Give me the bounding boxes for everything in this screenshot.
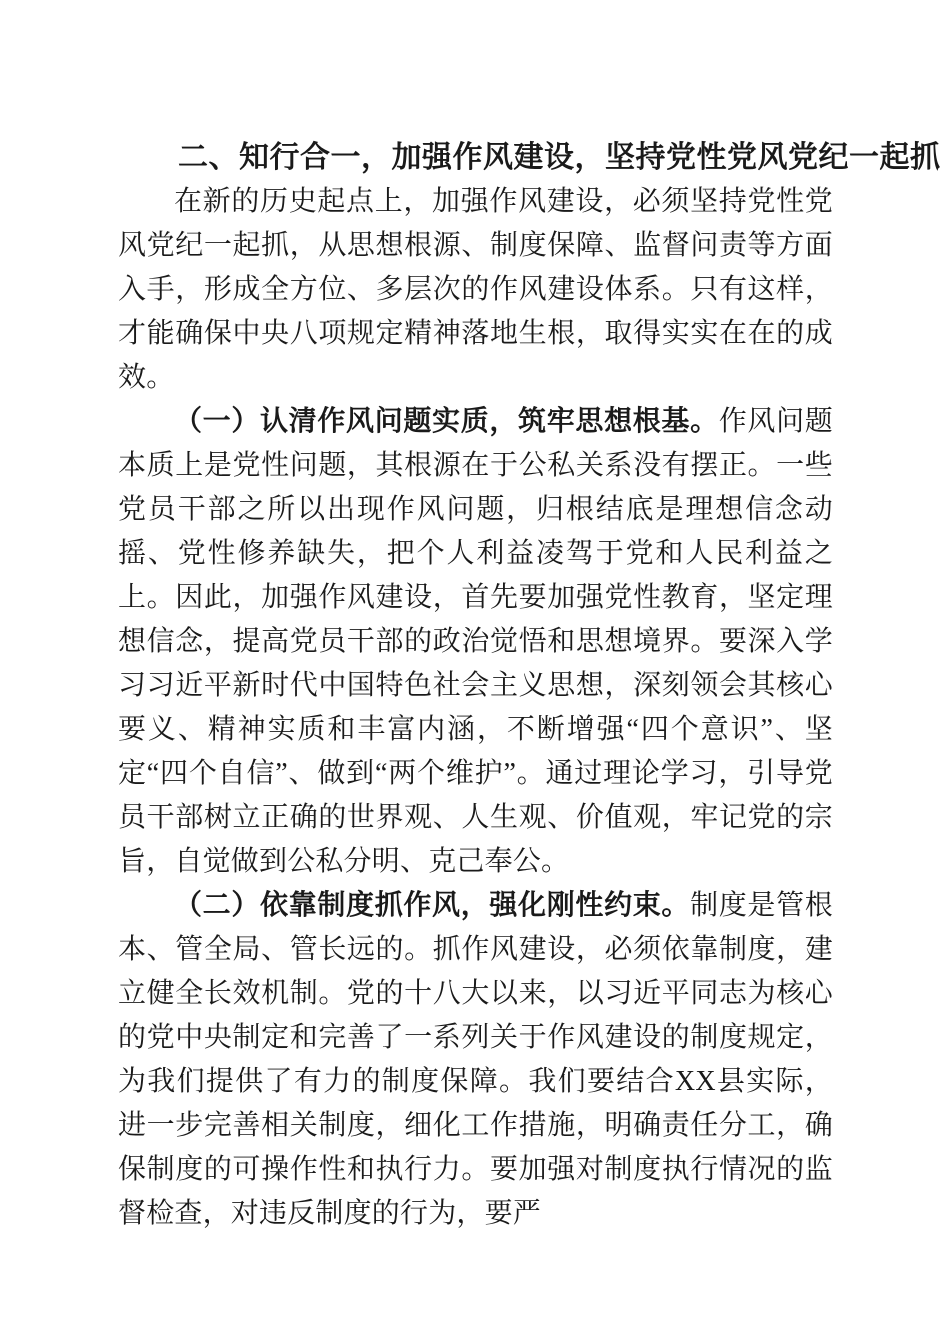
paragraph-text: 作风问题本质上是党性问题，其根源在于公私关系没有摆正。一些党员干部之所以出现作风问题，归根结底是理想信念动摇、党性修养缺失，把个人利益凌驾于党和人民利益之上。因此，加强作风建设，首先要加强党性教育，坚定理想信念，提高党员干部的政治觉悟和思想境界。要深入学习习近平新时代中国特色社会主义思想，深刻领会其核心要义、精神实质和丰富内涵，不断增强“四个意识”、坚定“四个自信”、做到“两个维护”。通过理论学习，引导党员干部树立正确的世界观、人生观、价值观，牢记党的宗旨，自觉做到公私分明、克己奉公。	[118, 406, 833, 877]
paragraph-lead: （一）认清作风问题实质，筑牢思想根基。	[174, 406, 719, 437]
paragraph-intro	[118, 180, 833, 400]
paragraph-point-2	[118, 884, 833, 1236]
paragraph-point-1	[118, 400, 833, 884]
paragraph-text: 制度是管根本、管全局、管长远的。抓作风建设，必须依靠制度，建立健全长效机制。党的十八大以来，以习近平同志为核心的党中央制定和完善了一系列关于作风建设的制度规定，为我们提供了有力的制度保障。我们要结合XX县实际，进一步完善相关制度，细化工作措施，明确责任分工，确保制度的可操作性和执行力。要加强对制度执行情况的监督检查，对违反制度的行为，要严	[118, 890, 833, 1229]
paragraph-lead: （二）依靠制度抓作风，强化刚性约束。	[174, 890, 691, 921]
section-heading: 二、知行合一，加强作风建设，坚持党性党风党纪一起抓	[178, 141, 941, 174]
paragraph-text: 在新的历史起点上，加强作风建设，必须坚持党性党风党纪一起抓，从思想根源、制度保障、监督问责等方面入手，形成全方位、多层次的作风建设体系。只有这样，才能确保中央八项规定精神落地生根，取得实实在在的成效。	[118, 186, 833, 393]
